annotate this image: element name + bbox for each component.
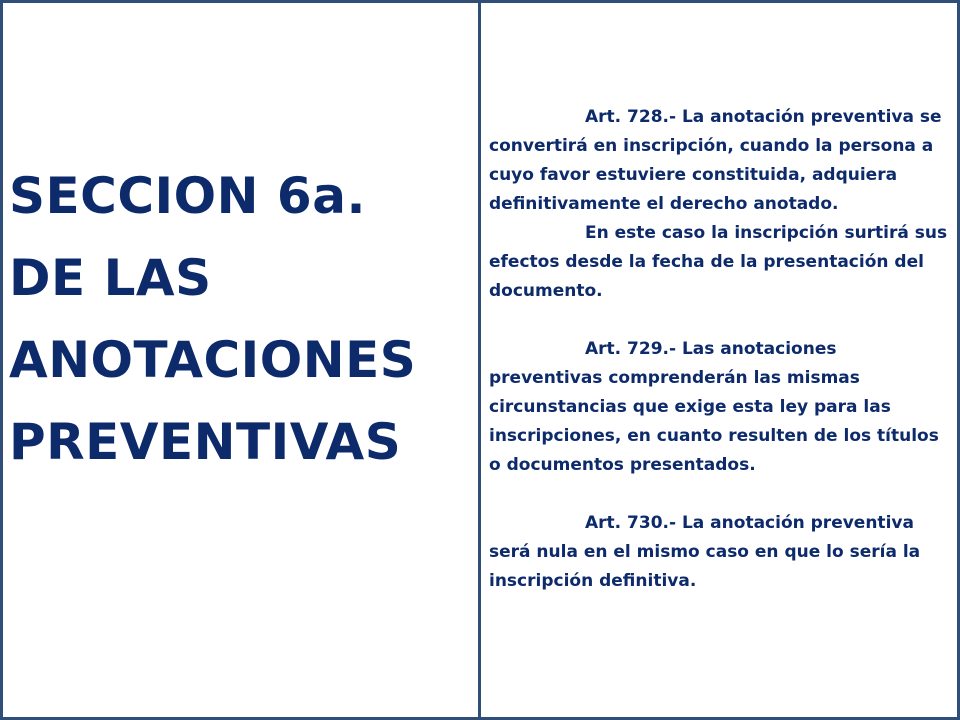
article-728-paragraph-1: Art. 728.- La anotación preventiva se convertirá en inscripción, cuando la persona a cuyo favor estuviere constituida, adquiera definitivamente el derecho anotado. [489,107,942,214]
article-728-paragraph-2: En este caso la inscripción surtirá sus efectos desde la fecha de la presentación del documento. [489,223,948,301]
right-panel [478,0,960,720]
paragraph-gap [489,480,951,509]
articles-text [489,103,951,596]
section-title [9,155,479,483]
section-title-line-1: SECCION 6a. [9,167,366,225]
section-title-line-4: PREVENTIVAS [9,413,402,471]
section-title-line-2: DE LAS [9,249,212,307]
section-title-line-3: ANOTACIONES [9,331,417,389]
article-729-paragraph: Art. 729.- Las anotaciones preventivas comprenderán las mismas circunstancias que exige esta ley para las inscripciones, en cuanto resulten de los títulos o documentos presentados. [489,339,939,475]
paragraph-gap [489,306,951,335]
article-730-paragraph: Art. 730.- La anotación preventiva será nula en el mismo caso en que lo sería la inscripción definitiva. [489,513,921,591]
